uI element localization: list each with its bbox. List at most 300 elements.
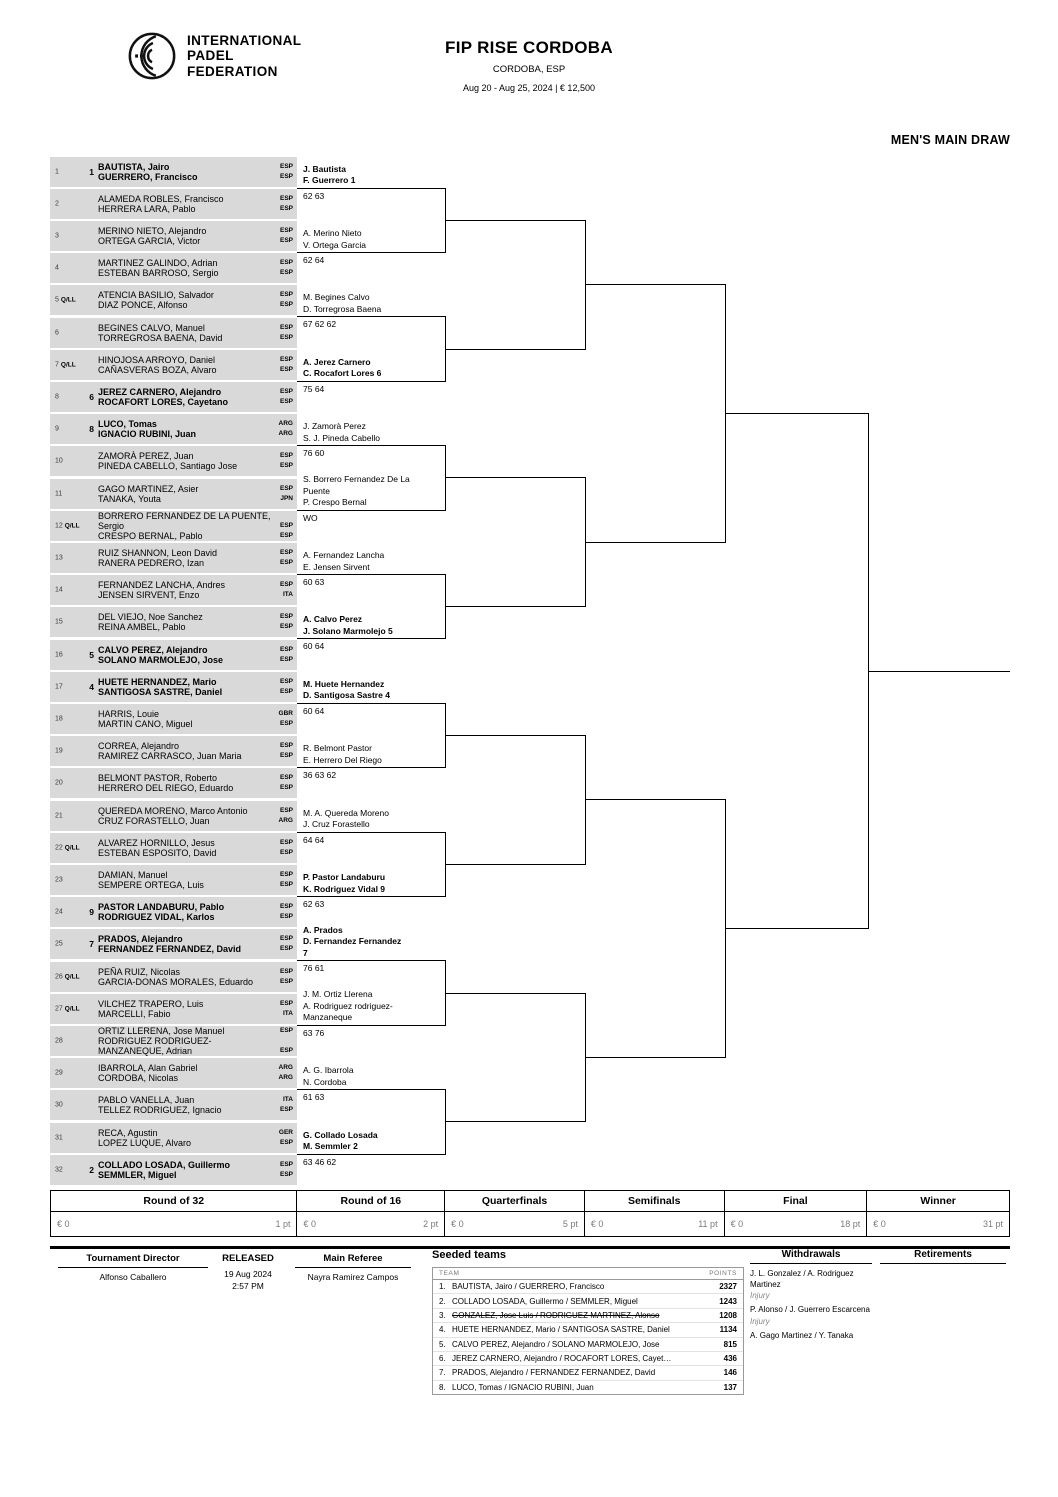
tournament-director-block — [58, 1253, 208, 1282]
logo-line-1: INTERNATIONAL — [187, 32, 302, 48]
slot-position: 9 — [55, 425, 59, 433]
seeded-team-number: 1. — [439, 1282, 446, 1292]
slot-qll-label: Q/LL — [64, 973, 80, 980]
player2-country: ESP — [279, 752, 293, 760]
released-date: 19 Aug 2024 — [224, 1269, 272, 1279]
player2-country: ESP — [279, 784, 293, 792]
slot-team — [98, 870, 293, 890]
player1-row — [98, 902, 293, 912]
bracket-connector — [297, 510, 445, 511]
player2-row — [98, 429, 293, 439]
seeded-teams-title: Seeded teams — [432, 1249, 506, 1261]
player2-row — [98, 912, 293, 922]
player2-country: ESP — [279, 462, 293, 470]
player2-row — [98, 204, 293, 214]
round16-winner — [303, 1065, 443, 1088]
slot-position: 18 — [55, 715, 63, 723]
player1-name: HINOJOSA ARROYO, Daniel — [98, 354, 216, 365]
winner-name-line: M. Begines Calvo — [303, 292, 370, 303]
player1-country: ARG — [278, 420, 293, 428]
slot-position: 29 — [55, 1069, 63, 1077]
round-points: 1 pt — [275, 1219, 291, 1229]
draw-title: MEN'S MAIN DRAW — [890, 133, 1010, 147]
round16-winner — [303, 989, 443, 1024]
slot-number — [55, 812, 63, 819]
bracket-slot — [50, 253, 297, 283]
slot-number — [55, 748, 63, 755]
match-score: 76 61 — [303, 963, 325, 974]
bracket-slot — [50, 768, 297, 798]
player1-country: ESP — [279, 291, 293, 299]
seeded-team-number: 6. — [439, 1354, 446, 1364]
match-score: 36 63 62 — [303, 770, 337, 781]
withdrawal-item — [750, 1305, 872, 1326]
seeded-team-row — [433, 1381, 743, 1394]
player1-country: ESP — [279, 742, 293, 750]
player1-country: ESP — [279, 387, 293, 395]
slot-qll-label: Q/LL — [60, 361, 76, 369]
match-score: 60 64 — [303, 641, 325, 652]
player2-country: ESP — [279, 1106, 293, 1114]
seeded-team-number: 8. — [439, 1382, 446, 1392]
round-values — [51, 1212, 296, 1236]
player2-country: ESP — [279, 558, 293, 566]
slot-team — [98, 580, 293, 600]
slot-team — [98, 484, 293, 504]
slot-team — [98, 1128, 293, 1148]
bracket-slot — [50, 736, 297, 766]
player2-country: ESP — [279, 1170, 293, 1178]
seeded-team-name: CALVO PEREZ, Alejandro / SOLANO MARMOLEJO, Jose — [452, 1339, 660, 1349]
seeded-teams-header — [433, 1268, 743, 1280]
player1-country: ESP — [279, 806, 293, 814]
winner-name-line: C. Rocafort Lores 6 — [303, 368, 382, 379]
main-referee-block — [295, 1253, 411, 1282]
player1-name: JEREZ CARNERO, Alejandro — [98, 386, 222, 397]
player1-row — [98, 548, 293, 558]
slot-seed: 7 — [89, 939, 94, 950]
bracket-slot — [50, 1155, 297, 1185]
player2-name: IGNACIO RUBINI, Juan — [98, 429, 197, 440]
player2-row — [98, 1138, 293, 1148]
seeded-team-number: 2. — [439, 1296, 446, 1306]
player1-country: ESP — [279, 548, 293, 556]
round-label: Round of 32 — [51, 1191, 296, 1212]
round16-winner — [303, 743, 443, 766]
match-score: 62 63 — [303, 190, 325, 201]
player1-name: ATENCIA BASILIO, Salvador — [98, 290, 214, 301]
seeded-team-number: 4. — [439, 1325, 446, 1335]
slot-position: 22 — [55, 844, 63, 852]
slot-number — [55, 554, 63, 561]
player2-country: ESP — [279, 236, 293, 244]
slot-team — [98, 838, 293, 858]
slot-position: 19 — [55, 747, 63, 755]
winner-name-line: V. Ortega Garcia — [303, 239, 366, 250]
player2-name: PINEDA CABELLO, Santiago Jose — [98, 461, 238, 472]
player2-row — [98, 1170, 293, 1180]
slot-number — [55, 1102, 63, 1109]
player1-country: ESP — [279, 484, 293, 492]
player1-country: ESP — [279, 259, 293, 267]
winner-name-line: J. Bautista — [303, 163, 346, 174]
slot-number — [55, 844, 80, 851]
player2-country: JPN — [280, 494, 293, 502]
round16-winner — [303, 228, 443, 251]
slot-position: 12 — [55, 522, 63, 530]
player2-country: ESP — [279, 848, 293, 856]
player2-row — [98, 268, 293, 278]
player1-row — [98, 870, 293, 880]
slot-team — [98, 741, 293, 761]
seeded-team-points: 137 — [723, 1382, 737, 1392]
slot-team — [98, 194, 293, 214]
player2-name: ESTEBAN BARROSO, Sergio — [98, 268, 219, 279]
player1-name: PASTOR LANDABURU, Pablo — [98, 902, 225, 913]
player1-name: PABLO VANELLA, Juan — [98, 1095, 195, 1106]
player1-name: CORREA, Alejandro — [98, 741, 180, 752]
round16-winner — [303, 925, 443, 960]
slot-number — [55, 1134, 63, 1141]
bracket-slot — [50, 672, 297, 702]
bracket-slot — [50, 897, 297, 927]
player1-row — [98, 677, 293, 687]
player2-name: SEMPERE ORTEGA, Luis — [98, 879, 204, 890]
winner-name-line: G. Collado Losada — [303, 1129, 378, 1140]
slot-number — [55, 426, 59, 433]
slot-number — [55, 973, 80, 980]
slot-seed: 6 — [89, 391, 94, 402]
slot-position: 2 — [55, 200, 59, 208]
round-prize: € 0 — [873, 1219, 886, 1229]
round16-winner — [303, 164, 443, 187]
player2-country: ESP — [279, 269, 293, 277]
player1-name: IBARROLA, Alan Gabriel — [98, 1063, 198, 1074]
player2-name: HERRERO DEL RIEGO, Eduardo — [98, 783, 234, 794]
slot-position: 27 — [55, 1005, 63, 1013]
bracket-slot — [50, 929, 297, 959]
player2-name: LOPEZ LUQUE, Alvaro — [98, 1137, 192, 1148]
rounds-table — [50, 1190, 1010, 1237]
bracket-slot — [50, 189, 297, 219]
slot-team — [98, 355, 293, 375]
player2-row — [98, 397, 293, 407]
slot-number — [55, 329, 59, 336]
player2-name: FERNANDEZ FERNANDEZ, David — [98, 944, 242, 955]
player2-row — [98, 461, 293, 471]
player1-row — [98, 838, 293, 848]
player1-row — [98, 645, 293, 655]
slot-qll-label: Q/LL — [64, 1005, 80, 1013]
player1-name: VILCHEZ TRAPERO, Luis — [98, 998, 204, 1009]
round-column — [725, 1191, 868, 1236]
player2-name: ORTEGA GARCIA, Victor — [98, 235, 201, 246]
slot-number — [55, 1005, 80, 1012]
player1-country: ESP — [279, 521, 293, 529]
winner-name-line: P. Crespo Bernal — [303, 497, 367, 508]
round-values — [445, 1212, 584, 1236]
player2-country: ESP — [279, 204, 293, 212]
withdrawals-title: Withdrawals — [750, 1249, 872, 1264]
withdrawals-block — [750, 1249, 872, 1341]
player2-country: ESP — [279, 913, 293, 921]
round-label: Winner — [867, 1191, 1009, 1212]
player2-country: ESP — [279, 687, 293, 695]
bracket-connector — [585, 1057, 725, 1058]
player1-name: RUIZ SHANNON, Leon David — [98, 547, 218, 558]
slot-team — [98, 806, 293, 826]
seeded-team-points: 146 — [723, 1368, 737, 1378]
player2-name: CAÑASVERAS BOZA, Alvaro — [98, 364, 217, 375]
seeded-team-row — [433, 1352, 743, 1366]
match-score: WO — [303, 512, 318, 523]
slot-position: 17 — [55, 683, 63, 691]
player1-country: ESP — [279, 1026, 293, 1034]
player1-row — [98, 323, 293, 333]
player1-row — [98, 484, 293, 494]
released-label: RELEASED — [222, 1253, 274, 1264]
winner-name-line: J. M. Ortiz Llerena — [303, 989, 373, 1000]
player1-name: RECA, Agustin — [98, 1127, 158, 1138]
winner-name-line: S. Borrero Fernandez De La — [303, 474, 410, 485]
bracket-slot — [50, 865, 297, 895]
winner-name-line: J. Zamorà Perez — [303, 421, 366, 432]
slot-number — [55, 490, 62, 497]
bracket-connector — [297, 1089, 445, 1090]
slot-team — [98, 934, 293, 954]
player1-name: ALAMEDA ROBLES, Francisco — [98, 193, 224, 204]
player2-country: ESP — [279, 365, 293, 373]
player2-name: MARTIN CANO, Miguel — [98, 718, 193, 729]
player1-country: ESP — [279, 613, 293, 621]
slot-seed: 5 — [89, 649, 94, 660]
bracket-connector — [445, 993, 585, 994]
match-score: 60 64 — [303, 705, 325, 716]
player1-country: ESP — [279, 870, 293, 878]
retirements-title: Retirements — [880, 1249, 1006, 1264]
round-label: Semifinals — [585, 1191, 724, 1212]
slot-team — [98, 709, 293, 729]
slot-qll-label: Q/LL — [64, 844, 80, 852]
withdrawal-reason: Injury — [750, 1291, 770, 1300]
logo-line-2: PADEL — [187, 48, 234, 64]
player2-name: SEMMLER, Miguel — [98, 1169, 177, 1180]
player1-row — [98, 1095, 293, 1105]
winner-name-line: D. Torregrosa Baena — [303, 303, 382, 314]
player2-row — [98, 531, 293, 541]
player2-country: ESP — [279, 172, 293, 180]
match-score: 60 63 — [303, 577, 325, 587]
bracket-connector — [297, 1025, 445, 1026]
seeded-col-points: POINTS — [709, 1270, 737, 1277]
bracket-connector — [297, 832, 445, 833]
bracket-connector — [297, 896, 445, 897]
match-score: 75 64 — [303, 383, 325, 394]
bracket-slot — [50, 221, 297, 251]
player1-row — [98, 451, 293, 461]
slot-position: 10 — [55, 457, 63, 465]
slot-position: 23 — [55, 876, 63, 884]
bracket-connector — [297, 445, 445, 446]
round16-winner — [303, 614, 443, 637]
slot-team — [98, 645, 293, 665]
slot-team — [98, 419, 293, 439]
player2-name: CRUZ FORASTELLO, Juan — [98, 815, 210, 826]
tournament-dates-prize: Aug 20 - Aug 25, 2024 | € 12,500 — [463, 83, 595, 93]
slot-number — [55, 587, 63, 594]
player1-row — [98, 967, 293, 977]
player2-country: ESP — [279, 1046, 293, 1054]
player1-row — [98, 1160, 293, 1170]
player2-row — [98, 848, 293, 858]
player2-country: ESP — [279, 719, 293, 727]
seeded-team-points: 1243 — [719, 1296, 737, 1306]
player1-row — [98, 258, 293, 268]
seeded-team-number: 3. — [439, 1310, 446, 1320]
player1-row — [98, 226, 293, 236]
bracket-slot — [50, 1026, 297, 1056]
player1-country: ESP — [279, 999, 293, 1007]
slot-number — [55, 200, 59, 207]
player1-row — [98, 612, 293, 622]
slot-seed: 1 — [89, 166, 94, 177]
player2-row — [98, 977, 293, 987]
seeded-team-points: 1208 — [719, 1310, 737, 1320]
round-prize: € 0 — [590, 1219, 604, 1229]
player1-country: ESP — [279, 677, 293, 685]
bracket-slot — [50, 833, 297, 863]
bracket-slot — [50, 801, 297, 831]
round-values — [585, 1212, 724, 1236]
withdrawal-item — [750, 1331, 872, 1342]
round-label: Round of 16 — [297, 1191, 444, 1212]
seeded-team-name: COLLADO LOSADA, Guillermo / SEMMLER, Miguel — [452, 1296, 638, 1306]
seeded-team-row — [433, 1323, 743, 1337]
bracket-connector — [445, 1121, 585, 1122]
player1-row — [98, 580, 293, 590]
seeded-team-name: LUCO, Tomas / IGNACIO RUBINI, Juan — [452, 1382, 594, 1392]
seeded-team-points: 815 — [723, 1339, 737, 1349]
seeded-team-row — [433, 1280, 743, 1294]
withdrawal-team: A. Gago Martinez / Y. Tanaka — [750, 1330, 854, 1340]
player1-name: ZAMORÀ PEREZ, Juan — [98, 451, 194, 462]
round-column — [51, 1191, 297, 1236]
round-prize: € 0 — [303, 1219, 316, 1229]
round16-winner — [303, 679, 443, 702]
player2-row — [98, 1105, 293, 1115]
slot-number — [55, 393, 59, 400]
winner-name-line: M. Semmler 2 — [303, 1141, 358, 1152]
slot-number — [55, 941, 63, 948]
withdrawal-list — [750, 1269, 872, 1341]
bracket-slot — [50, 414, 297, 444]
player2-row — [98, 880, 293, 890]
withdrawal-item — [750, 1269, 872, 1300]
slot-team — [98, 323, 293, 343]
player1-name: CALVO PEREZ, Alejandro — [98, 644, 208, 655]
player2-name: ROCAFORT LORES, Cayetano — [98, 396, 229, 407]
slot-number — [55, 265, 59, 272]
bracket-slot — [50, 479, 297, 509]
player1-name: MARTINEZ GALINDO, Adrian — [98, 258, 218, 269]
bracket-slot — [50, 994, 297, 1024]
winner-name-line: N. Cordoba — [303, 1076, 347, 1087]
slot-number — [55, 780, 63, 787]
winner-name-line: S. J. Pineda Cabello — [303, 432, 381, 443]
player1-country: ESP — [279, 838, 293, 846]
slot-number — [55, 1070, 63, 1077]
player2-country: ITA — [283, 591, 293, 599]
slot-number — [55, 619, 63, 626]
match-score: 63 76 — [303, 1027, 325, 1038]
withdrawal-team: P. Alonso / J. Guerrero Escarcena — [750, 1305, 870, 1314]
bracket-slot — [50, 285, 297, 315]
player1-country: ESP — [279, 645, 293, 653]
round-label: Final — [725, 1191, 867, 1212]
player2-name: GARCIA-DONAS MORALES, Eduardo — [98, 976, 254, 987]
player2-country: ESP — [279, 623, 293, 631]
bracket-connector — [297, 960, 445, 961]
slot-position: 31 — [55, 1134, 63, 1141]
player1-row — [98, 709, 293, 719]
round-points: 18 pt — [840, 1219, 861, 1229]
slot-number — [55, 651, 63, 658]
seeded-team-points: 2327 — [719, 1282, 737, 1292]
player1-row — [98, 773, 293, 783]
match-score: 67 62 62 — [303, 319, 337, 330]
player1-row — [98, 1063, 293, 1073]
slot-position: 11 — [55, 490, 63, 497]
player1-name: GAGO MARTINEZ, Asier — [98, 483, 199, 494]
player1-country: ESP — [279, 452, 293, 460]
bracket-connector — [445, 735, 585, 736]
player1-row — [98, 511, 293, 531]
player1-row — [98, 934, 293, 944]
winner-name-line: Puente — [303, 485, 330, 496]
retirements-block — [880, 1249, 1006, 1264]
round16-winner — [303, 421, 443, 444]
withdrawal-reason: Injury — [750, 1316, 770, 1326]
round-column — [297, 1191, 445, 1236]
slot-number — [55, 232, 59, 239]
player1-name: BORRERO FERNANDEZ DE LA PUENTE, Sergio — [98, 510, 271, 531]
player1-country: GER — [278, 1128, 293, 1136]
bracket-connector — [445, 477, 585, 478]
player2-row — [98, 783, 293, 793]
slot-position: 25 — [55, 940, 63, 948]
winner-name-line: D. Fernandez Fernandez — [303, 936, 402, 947]
slot-team — [98, 1026, 293, 1056]
player2-name: DIAZ PONCE, Alfonso — [98, 300, 188, 311]
bracket-connector — [585, 799, 725, 800]
main-referee-label: Main Referee — [295, 1253, 411, 1268]
bracket-slot — [50, 704, 297, 734]
winner-name-line: F. Guerrero 1 — [303, 175, 356, 186]
player1-country: GBR — [278, 709, 293, 717]
player1-name: LUCO, Tomas — [98, 419, 157, 430]
player2-name: RAMIREZ CARRASCO, Juan Maria — [98, 751, 242, 762]
slot-team — [98, 162, 293, 182]
bracket-slot — [50, 1090, 297, 1120]
player2-name: REINA AMBEL, Pablo — [98, 622, 186, 633]
slot-number — [55, 1166, 63, 1173]
bracket-slot — [50, 543, 297, 573]
player2-country: ESP — [279, 531, 293, 539]
player2-country: ESP — [279, 655, 293, 663]
bracket-connector — [297, 574, 445, 575]
bracket-connector — [297, 767, 445, 768]
seeded-team-row — [433, 1294, 743, 1308]
